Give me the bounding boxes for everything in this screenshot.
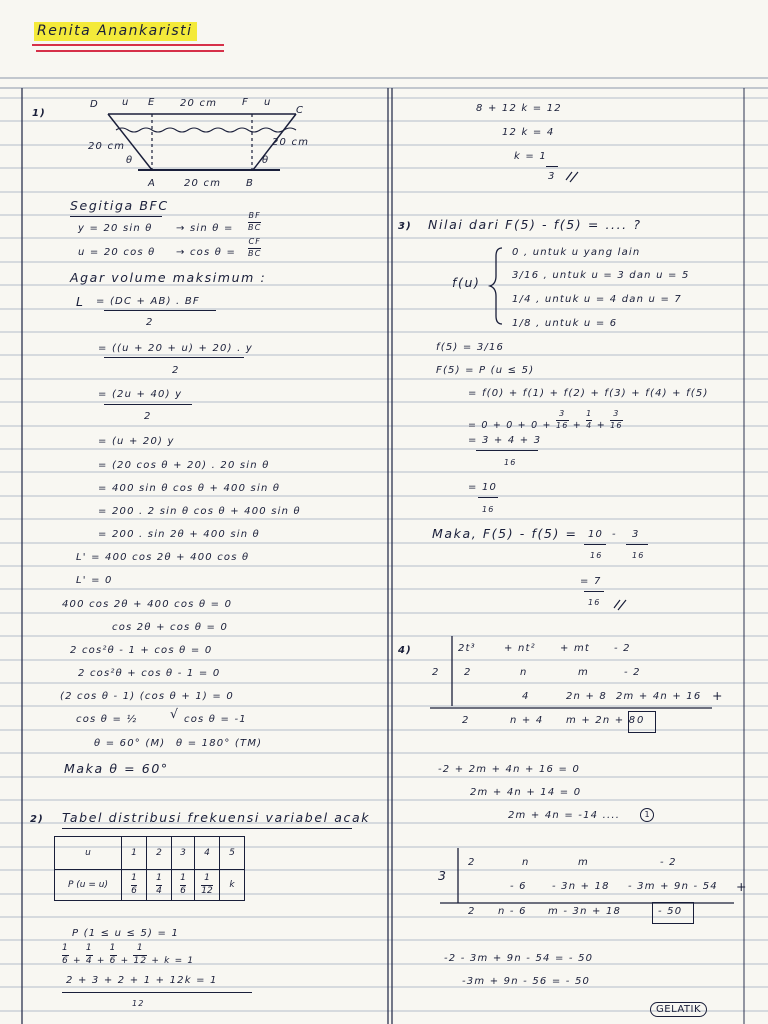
table-cell-p2: $\frac{1}{4}$ xyxy=(147,870,172,901)
case-1: 0 , untuk u yang lain xyxy=(512,247,641,258)
case-4: 1/8 , untuk u = 6 xyxy=(512,318,618,329)
L3-denominator: 2 xyxy=(144,411,152,422)
h1-row2-a: 2 xyxy=(464,667,472,678)
eq-line-6a: cos θ = ½ xyxy=(76,714,138,725)
L1-fraction-bar xyxy=(104,310,216,311)
L1-numerator: = (DC + AB) . BF xyxy=(96,296,200,307)
h1-row4-a: 2 xyxy=(462,715,470,726)
maka-fraction-1-num: 10 xyxy=(588,529,604,540)
h1-row2-c: m xyxy=(578,667,589,678)
table-cell-p3: $\frac{1}{6}$ xyxy=(172,870,195,901)
h1-row2-b: n xyxy=(520,667,528,678)
h2-row3-b: n - 6 xyxy=(498,906,527,917)
lcd-numerator: 2 + 3 + 2 + 1 + 12k = 1 xyxy=(66,975,218,986)
result-denominator: 16 xyxy=(588,598,601,607)
h2-row3-c: m - 3n + 18 xyxy=(548,906,622,917)
h1-coef-4: - 2 xyxy=(614,643,631,654)
h1-row4-b: n + 4 xyxy=(510,715,544,726)
h1-coef-3: + mt xyxy=(560,643,591,654)
L6-line: = 400 sin θ cos θ + 400 sin θ xyxy=(98,483,281,494)
table-header-2: 2 xyxy=(147,837,172,870)
L2-fraction-bar xyxy=(104,357,244,358)
p4-eq-4: -2 - 3m + 9n - 54 = - 50 xyxy=(444,953,594,964)
label-C: C xyxy=(296,105,305,116)
h1-remainder: 0 xyxy=(637,715,645,726)
k-step-3-denominator: 3 xyxy=(548,171,556,182)
eq-line-2: cos 2θ + cos θ = 0 xyxy=(112,622,229,633)
h1-row3-a: 4 xyxy=(522,691,530,702)
p4-eq-1: -2 + 2m + 4n + 16 = 0 xyxy=(438,764,581,775)
label-u-right: u xyxy=(264,97,272,108)
problem1-conclusion: Maka θ = 60° xyxy=(64,761,169,776)
label-theta-left: θ xyxy=(126,155,134,166)
segitiga-underline xyxy=(70,216,162,217)
L2-numerator: = ((u + 20 + u) + 20) . y xyxy=(98,343,253,354)
eq-line-7b: θ = 180° (TM) xyxy=(176,738,263,749)
F5-sum-numerator: = 3 + 4 + 3 xyxy=(468,435,542,446)
h2-row1-b: n xyxy=(522,857,530,868)
u-equation: u = 20 cos θ xyxy=(78,247,156,258)
lcd-denominator: 12 xyxy=(132,999,145,1008)
label-theta-right: θ xyxy=(262,155,270,166)
sin-arrow: → sin θ = xyxy=(176,223,234,234)
f-of-u-label: f(u) xyxy=(452,275,481,290)
maka-fraction-2-num: 3 xyxy=(632,529,640,540)
k-step-2: 12 k = 4 xyxy=(502,127,555,138)
maka-fraction-1-den: 16 xyxy=(590,551,603,560)
h2-row2-c: - 3m + 9n - 54 xyxy=(628,881,718,892)
h1-row3-b: 2n + 8 xyxy=(566,691,607,702)
table-cell-p1: $\frac{1}{6}$ xyxy=(122,870,147,901)
L8-line: = 200 . sin 2θ + 400 sin θ xyxy=(98,529,260,540)
sin-fraction: $\frac{BF}{BC}$ xyxy=(248,211,262,232)
problem3-question: Nilai dari F(5) - f(5) = .... ? xyxy=(428,217,642,232)
h1-coef-2: + nt² xyxy=(504,643,536,654)
h1-row3-c: 2m + 4n + 16 xyxy=(616,691,702,702)
h2-row3-a: 2 xyxy=(468,906,476,917)
distribution-table xyxy=(54,836,245,901)
L3-fraction-bar xyxy=(104,404,192,405)
L7-line: = 200 . 2 sin θ cos θ + 400 sin θ xyxy=(98,506,301,517)
h2-row2-plus: + xyxy=(736,879,749,894)
lcd-fraction-bar xyxy=(62,992,252,993)
h1-row2-d: - 2 xyxy=(624,667,641,678)
result-numerator: = 7 xyxy=(580,576,602,587)
label-F: F xyxy=(242,97,249,108)
name-underline-1 xyxy=(32,44,224,46)
eq-line-5: (2 cos θ - 1) (cos θ + 1) = 0 xyxy=(60,691,234,702)
F5-total-bar xyxy=(478,497,498,498)
label-bottom-length: 20 cm xyxy=(184,178,222,189)
F5-definition: F(5) = P (u ≤ 5) xyxy=(436,365,535,376)
h2-row1-d: - 2 xyxy=(660,857,677,868)
name-underline-2 xyxy=(36,50,224,52)
p4-eq-5: -3m + 9n - 56 = - 50 xyxy=(462,976,591,987)
L4-line: = (u + 20) y xyxy=(98,436,175,447)
table-cell-p4: $\frac{1}{12}$ xyxy=(195,870,220,901)
h1-divisor: 2 xyxy=(432,667,440,678)
Lprime-zero: L' = 0 xyxy=(76,575,113,586)
eq-line-1: 400 cos 2θ + 400 cos θ = 0 xyxy=(62,599,233,610)
eq-line-4: 2 cos²θ + cos θ - 1 = 0 xyxy=(78,668,221,679)
label-D: D xyxy=(90,99,99,110)
F5-total-denominator: 16 xyxy=(482,505,495,514)
cos-fraction: $\frac{CF}{BC}$ xyxy=(248,237,262,258)
maka-minus: - xyxy=(612,529,617,540)
k-step-1: 8 + 12 k = 12 xyxy=(476,103,562,114)
sum-fractions-line: $\frac{1}{6}$ + $\frac{1}{4}$ + $\frac{1}{6}$ + $\frac{1}{12}$ + k = 1 xyxy=(62,943,195,966)
F5-expansion: = f(0) + f(1) + f(2) + f(3) + f(4) + f(5) xyxy=(468,388,709,399)
label-top-length: 20 cm xyxy=(180,98,218,109)
table-cell-p5: k xyxy=(220,870,245,901)
piecewise-brace xyxy=(490,248,502,324)
problem-number-3: 3) xyxy=(398,221,412,232)
L2-denominator: 2 xyxy=(172,365,180,376)
h1-row4-c: m + 2n + 8 xyxy=(566,715,637,726)
table-header-1: 1 xyxy=(122,837,147,870)
Lprime-equation: L' = 400 cos 2θ + 400 cos θ xyxy=(76,552,250,563)
agar-heading: Agar volume maksimum : xyxy=(70,270,267,285)
eq-line-7a: θ = 60° (M) xyxy=(94,738,166,749)
k-step-3-numerator: k = 1 xyxy=(514,151,547,162)
h1-coef-1: 2t³ xyxy=(458,643,476,654)
check-mark: √ xyxy=(170,706,180,721)
result-fraction-bar xyxy=(584,591,604,592)
label-left-side: 20 cm xyxy=(88,141,126,152)
maka-fraction-2-den: 16 xyxy=(632,551,645,560)
problem-number-4: 4) xyxy=(398,645,412,656)
problem2-title-underline xyxy=(62,828,352,829)
problem-number-1: 1) xyxy=(32,108,46,119)
sum-equation: P (1 ≤ u ≤ 5) = 1 xyxy=(72,928,180,939)
p4-eq-3: 2m + 4n = -14 .... xyxy=(508,810,621,821)
table-header-5: 5 xyxy=(220,837,245,870)
gelatik-logo: GELATIK xyxy=(650,1002,707,1017)
L1-denominator: 2 xyxy=(146,317,154,328)
cos-arrow: → cos θ = xyxy=(176,247,237,258)
F5-sum-bar xyxy=(476,450,538,451)
F5-values-line: = 0 + 0 + 0 + $\frac{3}{16}$ + $\frac{1}{4}$ + $\frac{3}{16}$ xyxy=(468,409,623,431)
h1-row3-plus: + xyxy=(712,688,725,703)
F5-sum-denominator: 16 xyxy=(504,458,517,467)
F5-total-numerator: = 10 xyxy=(468,482,498,493)
table-header-3: 3 xyxy=(172,837,195,870)
problem3-conclusion: Maka, F(5) - f(5) = xyxy=(432,526,578,541)
label-right-side: 20 cm xyxy=(272,137,310,148)
h2-divisor: 3 xyxy=(438,868,448,883)
L5-line: = (20 cos θ + 20) . 20 sin θ xyxy=(98,460,270,471)
L3-numerator: = (2u + 40) y xyxy=(98,389,183,400)
label-A: A xyxy=(148,178,157,189)
case-3: 1/4 , untuk u = 4 dan u = 7 xyxy=(512,294,682,305)
equation-1-marker: 1 xyxy=(640,808,654,822)
maka-fraction-2-bar xyxy=(626,544,648,545)
segitiga-heading: Segitiga BFC xyxy=(70,198,169,213)
eq-line-6b: cos θ = -1 xyxy=(184,714,247,725)
label-B: B xyxy=(246,178,255,189)
h2-row2-a: - 6 xyxy=(510,881,527,892)
k-fraction-bar xyxy=(546,166,558,167)
label-u-left: u xyxy=(122,97,130,108)
problem2-title: Tabel distribusi frekuensi variabel acak xyxy=(62,810,371,825)
maka-fraction-1-bar xyxy=(584,544,606,545)
problem-number-2: 2) xyxy=(30,814,44,825)
label-E: E xyxy=(148,97,156,108)
student-name: Renita Anankaristi xyxy=(34,22,197,41)
table-header-u: u xyxy=(55,837,122,870)
case-2: 3/16 , untuk u = 3 dan u = 5 xyxy=(512,270,690,281)
table-row-label: P (u = u) xyxy=(55,870,122,901)
table-header-4: 4 xyxy=(195,837,220,870)
f5-value: f(5) = 3/16 xyxy=(436,342,505,353)
h2-row1-a: 2 xyxy=(468,857,476,868)
h2-row1-c: m xyxy=(578,857,589,868)
h2-remainder: - 50 xyxy=(658,906,683,917)
eq-line-3: 2 cos²θ - 1 + cos θ = 0 xyxy=(70,645,213,656)
L-label: L xyxy=(76,294,85,309)
y-equation: y = 20 sin θ xyxy=(78,223,153,234)
h2-row2-b: - 3n + 18 xyxy=(552,881,610,892)
p4-eq-2: 2m + 4n + 14 = 0 xyxy=(470,787,582,798)
